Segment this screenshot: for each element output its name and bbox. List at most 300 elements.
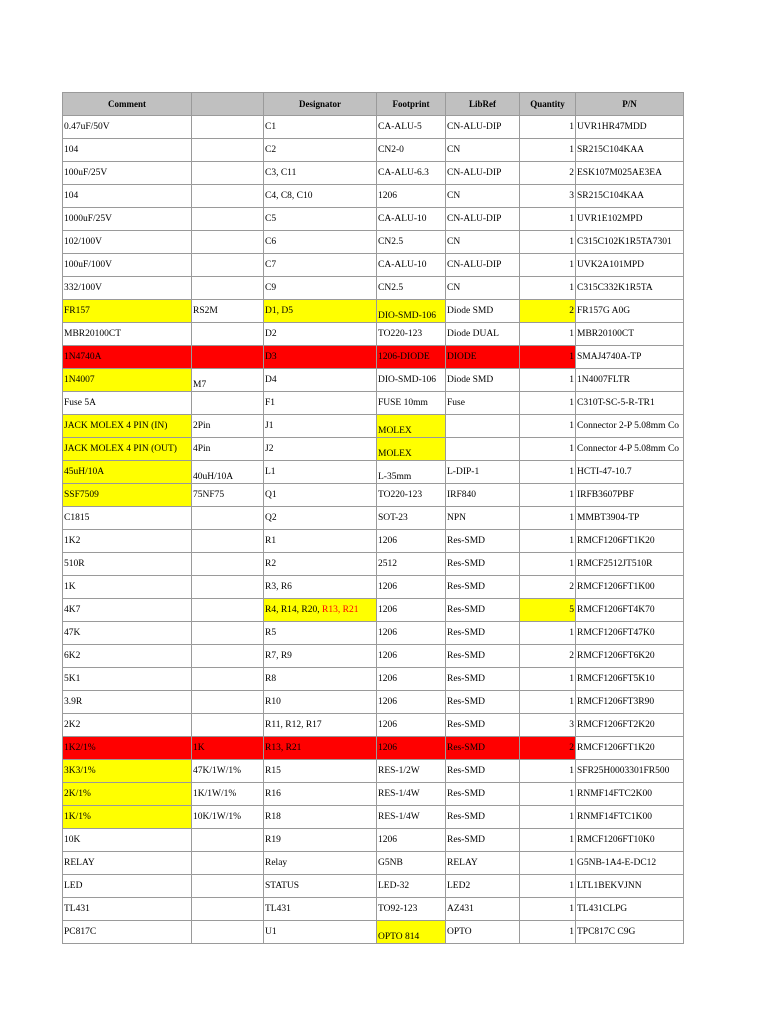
cell-designator[interactable]	[264, 415, 377, 438]
cell-comment[interactable]	[63, 806, 192, 829]
cell-part-number[interactable]	[576, 576, 684, 599]
cell-part-number[interactable]	[576, 277, 684, 300]
cell-part-number[interactable]	[576, 875, 684, 898]
cell-quantity[interactable]	[520, 530, 576, 553]
cell-quantity[interactable]	[520, 185, 576, 208]
cell-libref[interactable]	[446, 254, 520, 277]
cell-quantity[interactable]	[520, 116, 576, 139]
cell-text: FR157	[64, 305, 90, 316]
cell-quantity[interactable]	[520, 507, 576, 530]
cell-part-number[interactable]	[576, 346, 684, 369]
cell-part-number[interactable]	[576, 392, 684, 415]
cell-designator[interactable]	[264, 484, 377, 507]
cell-designator[interactable]	[264, 737, 377, 760]
table-row	[63, 576, 684, 599]
cell-designator[interactable]	[264, 530, 377, 553]
cell-part-number[interactable]	[576, 553, 684, 576]
cell-comment[interactable]	[63, 208, 192, 231]
cell-alt-value[interactable]	[192, 691, 264, 714]
cell-text: 1206	[378, 627, 397, 638]
cell-designator[interactable]	[264, 507, 377, 530]
cell-footprint[interactable]	[377, 806, 446, 829]
cell-comment[interactable]	[63, 162, 192, 185]
cell-libref[interactable]	[446, 231, 520, 254]
cell-footprint[interactable]	[377, 392, 446, 415]
cell-alt-value[interactable]	[192, 392, 264, 415]
cell-part-number[interactable]	[576, 461, 684, 484]
cell-libref[interactable]	[446, 300, 520, 323]
cell-footprint[interactable]	[377, 783, 446, 806]
cell-alt-value[interactable]	[192, 208, 264, 231]
header-comment[interactable]: Comment	[63, 93, 192, 116]
cell-quantity[interactable]	[520, 461, 576, 484]
cell-part-number[interactable]	[576, 323, 684, 346]
cell-designator[interactable]	[264, 139, 377, 162]
cell-quantity[interactable]	[520, 277, 576, 300]
cell-quantity[interactable]	[520, 806, 576, 829]
cell-designator[interactable]	[264, 277, 377, 300]
cell-part-number[interactable]	[576, 599, 684, 622]
cell-comment[interactable]	[63, 507, 192, 530]
cell-quantity[interactable]	[520, 553, 576, 576]
cell-comment[interactable]	[63, 300, 192, 323]
cell-libref[interactable]	[446, 622, 520, 645]
cell-alt-value[interactable]	[192, 530, 264, 553]
cell-comment[interactable]	[63, 392, 192, 415]
cell-part-number[interactable]	[576, 185, 684, 208]
cell-text: 2	[569, 742, 574, 753]
cell-libref[interactable]	[446, 645, 520, 668]
cell-quantity[interactable]	[520, 139, 576, 162]
cell-designator[interactable]	[264, 231, 377, 254]
cell-quantity[interactable]	[520, 392, 576, 415]
table-row	[63, 875, 684, 898]
cell-comment[interactable]	[63, 852, 192, 875]
cell-libref[interactable]	[446, 507, 520, 530]
cell-quantity[interactable]	[520, 691, 576, 714]
cell-alt-value[interactable]	[192, 484, 264, 507]
cell-footprint[interactable]	[377, 921, 446, 944]
cell-designator[interactable]	[264, 392, 377, 415]
cell-text: NPN	[447, 512, 467, 523]
cell-libref[interactable]	[446, 162, 520, 185]
cell-libref[interactable]	[446, 277, 520, 300]
cell-libref[interactable]	[446, 139, 520, 162]
cell-libref[interactable]	[446, 576, 520, 599]
cell-designator[interactable]	[264, 852, 377, 875]
cell-quantity[interactable]	[520, 622, 576, 645]
cell-libref[interactable]	[446, 438, 520, 461]
cell-designator[interactable]	[264, 875, 377, 898]
cell-part-number[interactable]	[576, 852, 684, 875]
cell-comment[interactable]	[63, 921, 192, 944]
cell-alt-value[interactable]	[192, 300, 264, 323]
cell-comment[interactable]	[63, 231, 192, 254]
cell-text: 104	[64, 190, 79, 201]
cell-footprint[interactable]	[377, 645, 446, 668]
cell-part-number[interactable]	[576, 438, 684, 461]
cell-text: 1206	[378, 673, 397, 684]
cell-text: 1206	[378, 535, 397, 546]
cell-alt-value[interactable]	[192, 599, 264, 622]
cell-libref[interactable]	[446, 323, 520, 346]
cell-part-number[interactable]	[576, 829, 684, 852]
cell-libref[interactable]	[446, 898, 520, 921]
cell-footprint[interactable]	[377, 300, 446, 323]
cell-comment[interactable]	[63, 668, 192, 691]
cell-quantity[interactable]	[520, 875, 576, 898]
cell-designator[interactable]	[264, 576, 377, 599]
cell-text: 1	[569, 213, 574, 224]
cell-comment[interactable]	[63, 254, 192, 277]
cell-quantity[interactable]	[520, 714, 576, 737]
cell-comment[interactable]	[63, 484, 192, 507]
cell-alt-value[interactable]	[192, 231, 264, 254]
cell-quantity[interactable]	[520, 645, 576, 668]
table-row	[63, 599, 684, 622]
cell-alt-value[interactable]	[192, 461, 264, 484]
cell-alt-value[interactable]	[192, 806, 264, 829]
cell-text: MOLEX	[378, 426, 412, 436]
cell-part-number[interactable]	[576, 162, 684, 185]
cell-comment[interactable]	[63, 277, 192, 300]
cell-comment[interactable]	[63, 346, 192, 369]
cell-designator[interactable]	[264, 461, 377, 484]
cell-text: C5	[265, 213, 277, 224]
cell-designator[interactable]	[264, 760, 377, 783]
cell-comment[interactable]	[63, 898, 192, 921]
cell-quantity[interactable]	[520, 829, 576, 852]
cell-footprint[interactable]	[377, 254, 446, 277]
cell-designator[interactable]	[264, 806, 377, 829]
cell-designator[interactable]	[264, 116, 377, 139]
cell-footprint[interactable]	[377, 415, 446, 438]
cell-comment[interactable]	[63, 783, 192, 806]
cell-alt-value[interactable]	[192, 369, 264, 392]
header-pn[interactable]: P/N	[576, 93, 684, 116]
cell-designator[interactable]	[264, 921, 377, 944]
cell-alt-value[interactable]	[192, 185, 264, 208]
cell-designator[interactable]	[264, 438, 377, 461]
cell-footprint[interactable]	[377, 668, 446, 691]
cell-part-number[interactable]	[576, 139, 684, 162]
cell-footprint[interactable]	[377, 875, 446, 898]
cell-alt-value[interactable]	[192, 760, 264, 783]
cell-designator[interactable]	[264, 898, 377, 921]
cell-text: DIO-SMD-106	[378, 311, 437, 321]
cell-designator[interactable]	[264, 346, 377, 369]
cell-quantity[interactable]	[520, 783, 576, 806]
cell-part-number[interactable]	[576, 921, 684, 944]
cell-quantity[interactable]	[520, 921, 576, 944]
cell-part-number[interactable]	[576, 415, 684, 438]
cell-designator[interactable]	[264, 645, 377, 668]
cell-footprint[interactable]	[377, 185, 446, 208]
cell-libref[interactable]	[446, 783, 520, 806]
header-designator[interactable]: Designator	[264, 93, 377, 116]
cell-part-number[interactable]	[576, 668, 684, 691]
cell-footprint[interactable]	[377, 599, 446, 622]
cell-alt-value[interactable]	[192, 507, 264, 530]
cell-quantity[interactable]	[520, 737, 576, 760]
cell-comment[interactable]	[63, 185, 192, 208]
cell-libref[interactable]	[446, 208, 520, 231]
cell-footprint[interactable]	[377, 507, 446, 530]
cell-alt-value[interactable]	[192, 116, 264, 139]
cell-libref[interactable]	[446, 806, 520, 829]
cell-designator[interactable]	[264, 185, 377, 208]
cell-text: 3K3/1%	[64, 765, 96, 776]
cell-footprint[interactable]	[377, 530, 446, 553]
cell-libref[interactable]	[446, 185, 520, 208]
cell-libref[interactable]	[446, 346, 520, 369]
cell-alt-value[interactable]	[192, 415, 264, 438]
header-libref[interactable]: LibRef	[446, 93, 520, 116]
cell-designator[interactable]	[264, 300, 377, 323]
cell-libref[interactable]	[446, 415, 520, 438]
cell-alt-value[interactable]	[192, 921, 264, 944]
cell-text: Relay	[265, 857, 288, 868]
cell-part-number[interactable]	[576, 530, 684, 553]
cell-comment[interactable]	[63, 599, 192, 622]
cell-libref[interactable]	[446, 116, 520, 139]
cell-part-number[interactable]	[576, 369, 684, 392]
cell-text: 1	[569, 765, 574, 776]
cell-part-number[interactable]	[576, 484, 684, 507]
cell-comment[interactable]	[63, 530, 192, 553]
cell-comment[interactable]	[63, 760, 192, 783]
cell-alt-value[interactable]	[192, 254, 264, 277]
cell-footprint[interactable]	[377, 898, 446, 921]
cell-libref[interactable]	[446, 921, 520, 944]
cell-alt-value[interactable]	[192, 346, 264, 369]
cell-alt-value[interactable]	[192, 829, 264, 852]
cell-text: CN-ALU-DIP	[447, 259, 502, 270]
cell-part-number[interactable]	[576, 645, 684, 668]
cell-footprint[interactable]	[377, 714, 446, 737]
cell-designator[interactable]	[264, 783, 377, 806]
cell-libref[interactable]	[446, 875, 520, 898]
cell-part-number[interactable]	[576, 208, 684, 231]
cell-footprint[interactable]	[377, 208, 446, 231]
cell-footprint[interactable]	[377, 369, 446, 392]
cell-text: TL431	[265, 903, 291, 914]
cell-part-number[interactable]	[576, 691, 684, 714]
cell-alt-value[interactable]	[192, 898, 264, 921]
cell-part-number[interactable]	[576, 898, 684, 921]
cell-alt-value[interactable]	[192, 783, 264, 806]
cell-part-number[interactable]	[576, 300, 684, 323]
cell-comment[interactable]	[63, 829, 192, 852]
cell-designator[interactable]	[264, 714, 377, 737]
cell-footprint[interactable]	[377, 484, 446, 507]
cell-designator[interactable]	[264, 369, 377, 392]
cell-alt-value[interactable]	[192, 438, 264, 461]
cell-footprint[interactable]	[377, 346, 446, 369]
cell-text: J2	[265, 443, 274, 454]
cell-comment[interactable]	[63, 438, 192, 461]
cell-text: Res-SMD	[447, 535, 486, 546]
cell-quantity[interactable]	[520, 576, 576, 599]
cell-quantity[interactable]	[520, 668, 576, 691]
cell-text: JACK MOLEX 4 PIN (OUT)	[64, 443, 177, 454]
cell-text: 3	[569, 190, 574, 201]
cell-footprint[interactable]	[377, 691, 446, 714]
cell-footprint[interactable]	[377, 622, 446, 645]
cell-comment[interactable]	[63, 875, 192, 898]
cell-comment[interactable]	[63, 714, 192, 737]
cell-text: OPTO 814	[378, 932, 420, 942]
cell-part-number[interactable]	[576, 714, 684, 737]
cell-libref[interactable]	[446, 668, 520, 691]
header-footprint[interactable]: Footprint	[377, 93, 446, 116]
cell-libref[interactable]	[446, 484, 520, 507]
cell-footprint[interactable]	[377, 277, 446, 300]
cell-libref[interactable]	[446, 714, 520, 737]
cell-comment[interactable]	[63, 461, 192, 484]
cell-quantity[interactable]	[520, 346, 576, 369]
cell-text: RELAY	[64, 857, 95, 868]
cell-libref[interactable]	[446, 369, 520, 392]
cell-text: 1K2	[64, 535, 81, 546]
cell-quantity[interactable]	[520, 599, 576, 622]
cell-quantity[interactable]	[520, 323, 576, 346]
cell-part-number[interactable]	[576, 231, 684, 254]
header-blank[interactable]	[192, 93, 264, 116]
cell-text: CN	[447, 190, 461, 201]
cell-quantity[interactable]	[520, 898, 576, 921]
cell-quantity[interactable]	[520, 369, 576, 392]
cell-designator[interactable]	[264, 622, 377, 645]
cell-alt-value[interactable]	[192, 139, 264, 162]
cell-comment[interactable]	[63, 553, 192, 576]
cell-part-number[interactable]	[576, 806, 684, 829]
cell-designator[interactable]	[264, 829, 377, 852]
cell-quantity[interactable]	[520, 415, 576, 438]
cell-alt-value[interactable]	[192, 737, 264, 760]
cell-designator[interactable]	[264, 208, 377, 231]
cell-quantity[interactable]	[520, 852, 576, 875]
cell-part-number[interactable]	[576, 507, 684, 530]
cell-text: Diode DUAL	[447, 328, 499, 339]
cell-designator[interactable]	[264, 599, 377, 622]
cell-footprint[interactable]	[377, 438, 446, 461]
cell-comment[interactable]	[63, 737, 192, 760]
cell-designator[interactable]	[264, 553, 377, 576]
cell-alt-value[interactable]	[192, 714, 264, 737]
cell-alt-value[interactable]	[192, 162, 264, 185]
cell-alt-value[interactable]	[192, 852, 264, 875]
cell-footprint[interactable]	[377, 852, 446, 875]
cell-text: Res-SMD	[447, 765, 486, 776]
cell-text: RMCF1206FT3R90	[577, 696, 655, 707]
cell-libref[interactable]	[446, 461, 520, 484]
cell-quantity[interactable]	[520, 208, 576, 231]
table-row	[63, 737, 684, 760]
cell-footprint[interactable]	[377, 116, 446, 139]
cell-text: 10K/1W/1%	[193, 811, 242, 822]
cell-designator[interactable]	[264, 668, 377, 691]
cell-comment[interactable]	[63, 576, 192, 599]
cell-quantity[interactable]	[520, 300, 576, 323]
cell-footprint[interactable]	[377, 760, 446, 783]
cell-footprint[interactable]	[377, 162, 446, 185]
cell-libref[interactable]	[446, 760, 520, 783]
cell-footprint[interactable]	[377, 553, 446, 576]
cell-quantity[interactable]	[520, 254, 576, 277]
cell-alt-value[interactable]	[192, 576, 264, 599]
cell-part-number[interactable]	[576, 622, 684, 645]
table-row	[63, 323, 684, 346]
cell-comment[interactable]	[63, 369, 192, 392]
cell-libref[interactable]	[446, 392, 520, 415]
cell-alt-value[interactable]	[192, 875, 264, 898]
cell-text: RES-1/4W	[378, 788, 420, 799]
cell-text: 1	[569, 857, 574, 868]
cell-libref[interactable]	[446, 829, 520, 852]
cell-comment[interactable]	[63, 415, 192, 438]
cell-alt-value[interactable]	[192, 323, 264, 346]
cell-part-number[interactable]	[576, 254, 684, 277]
cell-comment[interactable]	[63, 645, 192, 668]
cell-comment[interactable]	[63, 139, 192, 162]
cell-libref[interactable]	[446, 852, 520, 875]
cell-alt-value[interactable]	[192, 622, 264, 645]
cell-comment[interactable]	[63, 323, 192, 346]
cell-part-number[interactable]	[576, 783, 684, 806]
cell-text: UVR1HR47MDD	[577, 121, 647, 132]
table-row	[63, 714, 684, 737]
cell-quantity[interactable]	[520, 231, 576, 254]
cell-text: 2	[569, 581, 574, 592]
cell-comment[interactable]	[63, 622, 192, 645]
cell-part-number[interactable]	[576, 737, 684, 760]
cell-part-number[interactable]	[576, 116, 684, 139]
cell-designator[interactable]	[264, 254, 377, 277]
cell-quantity[interactable]	[520, 162, 576, 185]
cell-libref[interactable]	[446, 691, 520, 714]
cell-designator[interactable]	[264, 323, 377, 346]
cell-footprint[interactable]	[377, 139, 446, 162]
cell-text: C3, C11	[265, 167, 297, 178]
cell-footprint[interactable]	[377, 576, 446, 599]
cell-text: 1	[569, 903, 574, 914]
cell-footprint[interactable]	[377, 323, 446, 346]
cell-libref[interactable]	[446, 599, 520, 622]
cell-alt-value[interactable]	[192, 645, 264, 668]
cell-footprint[interactable]	[377, 737, 446, 760]
cell-alt-value[interactable]	[192, 277, 264, 300]
cell-designator[interactable]	[264, 162, 377, 185]
cell-comment[interactable]	[63, 116, 192, 139]
cell-text: CN2.5	[378, 282, 404, 293]
cell-quantity[interactable]	[520, 438, 576, 461]
header-quantity[interactable]: Quantity	[520, 93, 576, 116]
cell-footprint[interactable]	[377, 461, 446, 484]
cell-alt-value[interactable]	[192, 668, 264, 691]
cell-comment[interactable]	[63, 691, 192, 714]
cell-part-number[interactable]	[576, 760, 684, 783]
cell-libref[interactable]	[446, 553, 520, 576]
cell-libref[interactable]	[446, 530, 520, 553]
cell-alt-value[interactable]	[192, 553, 264, 576]
cell-quantity[interactable]	[520, 760, 576, 783]
cell-footprint[interactable]	[377, 231, 446, 254]
cell-footprint[interactable]	[377, 829, 446, 852]
cell-quantity[interactable]	[520, 484, 576, 507]
cell-designator[interactable]	[264, 691, 377, 714]
cell-libref[interactable]	[446, 737, 520, 760]
